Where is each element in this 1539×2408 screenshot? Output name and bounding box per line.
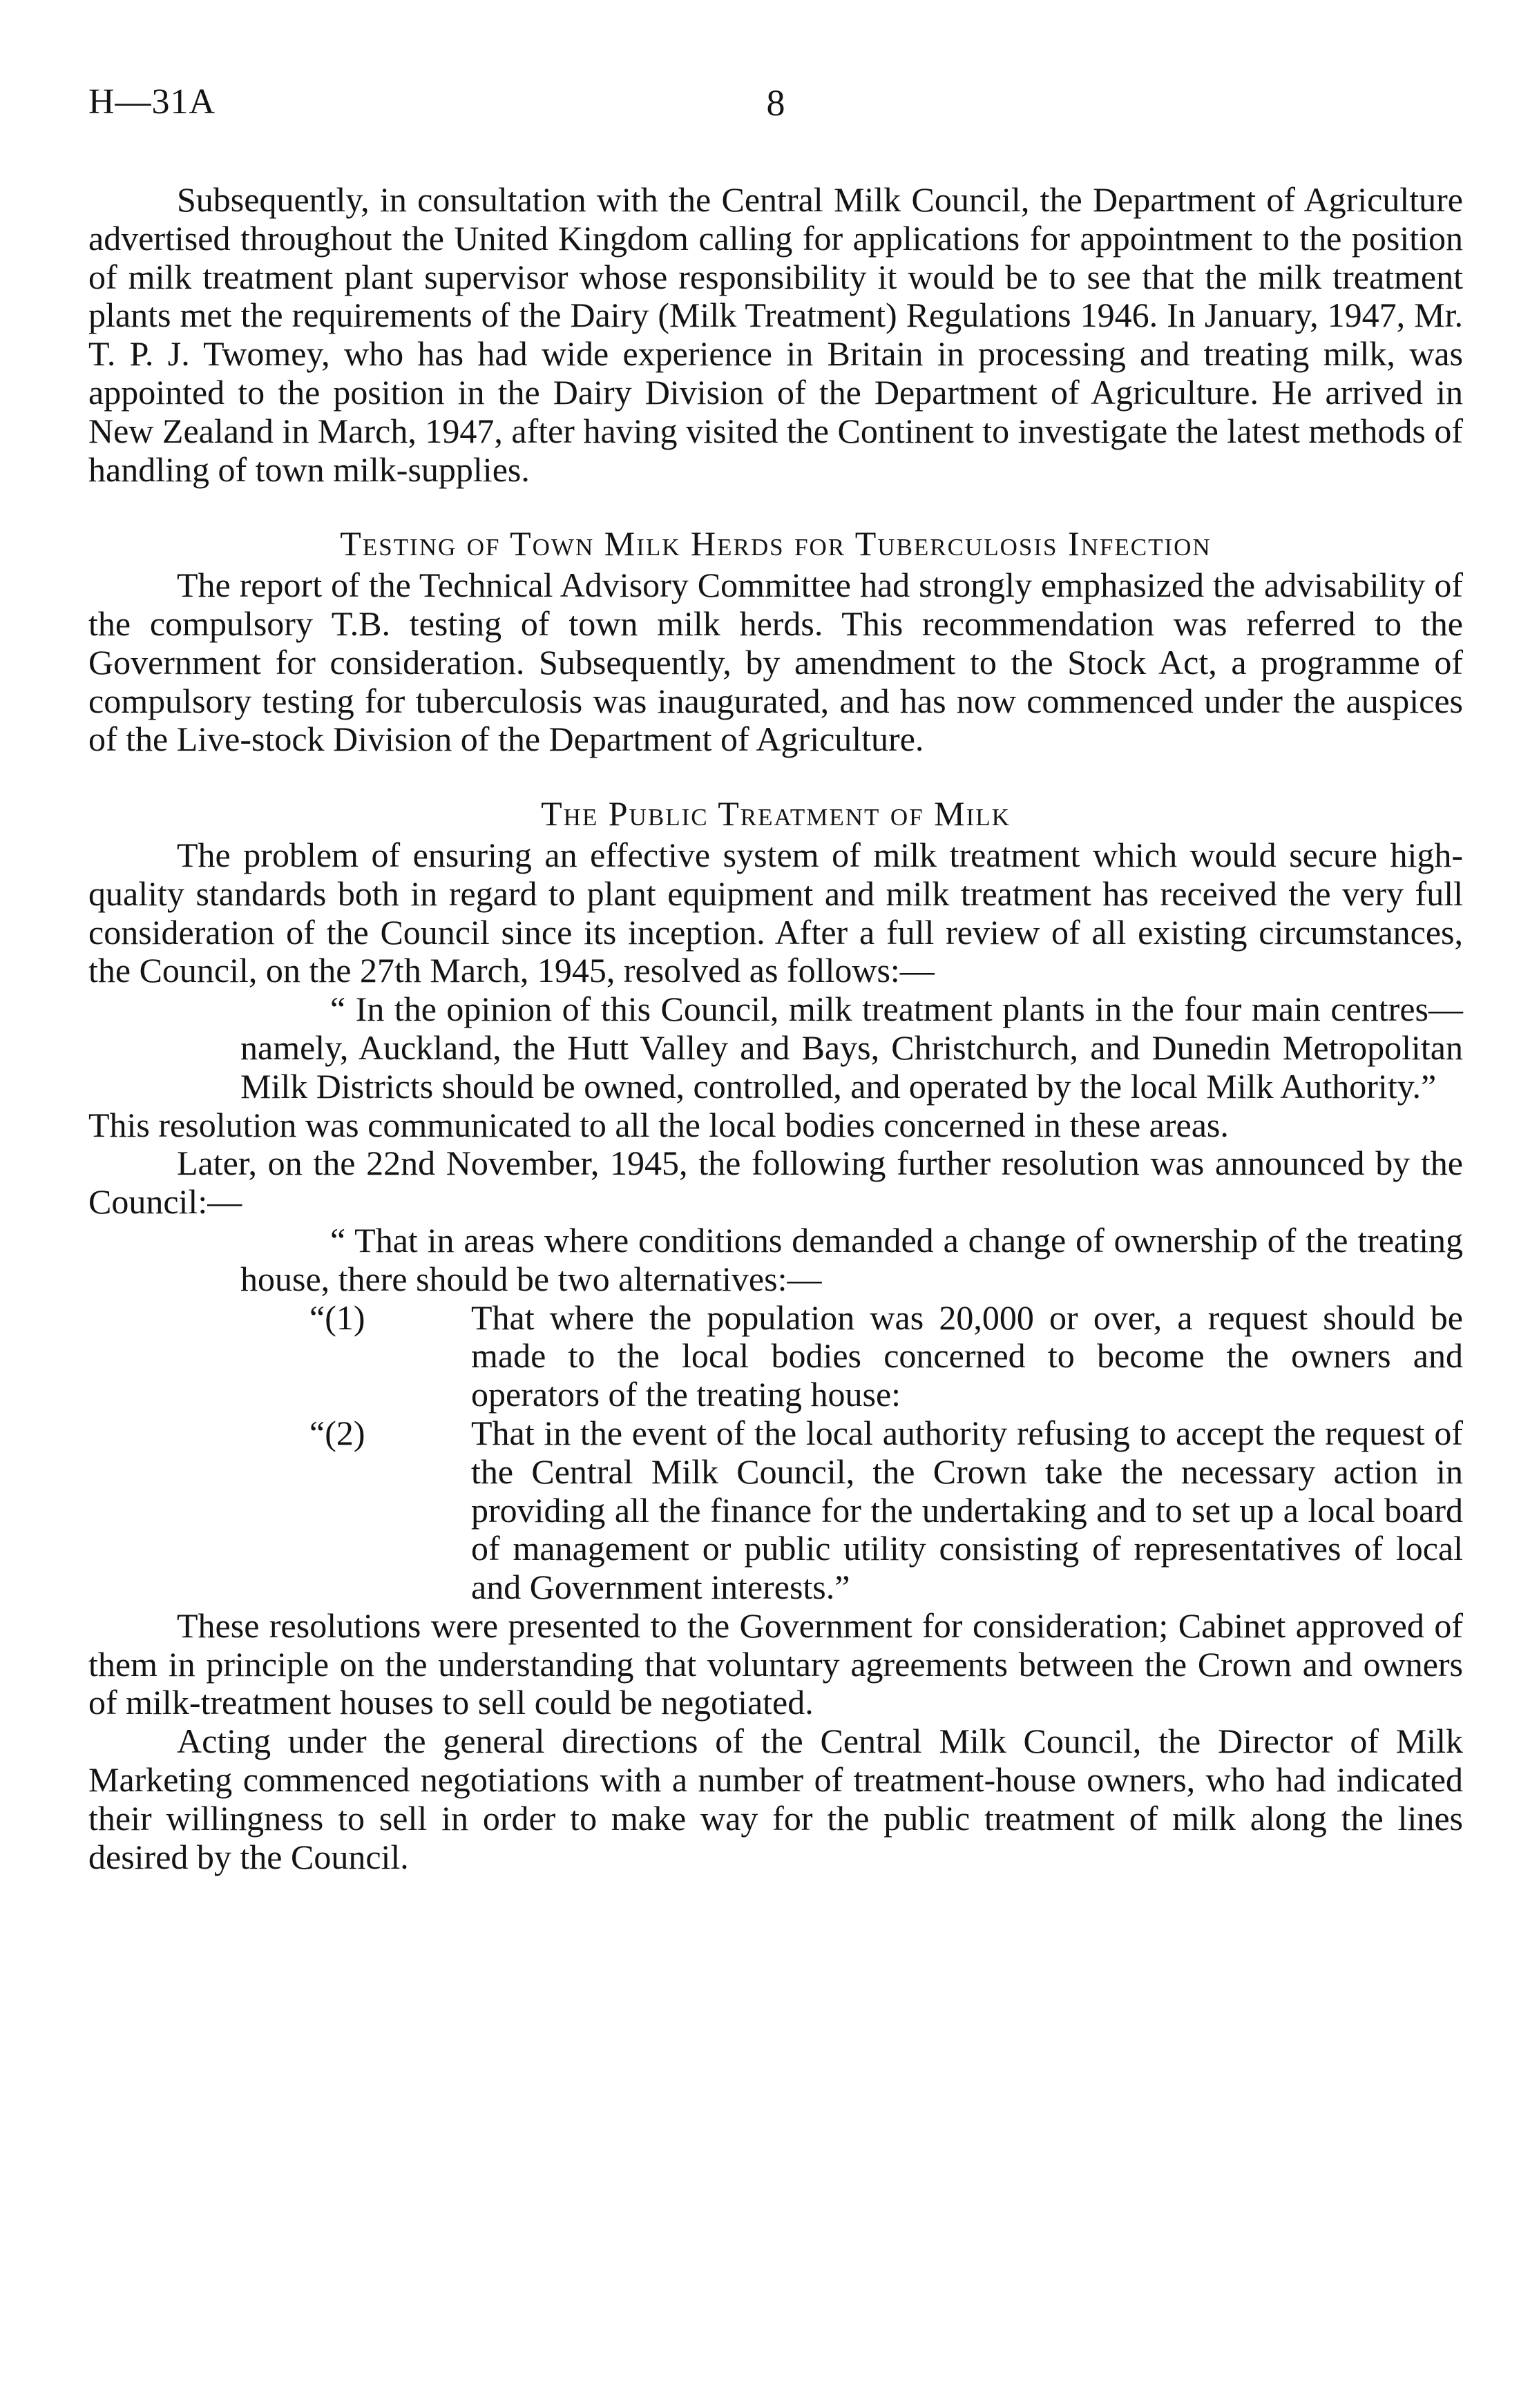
document-reference: H—31A <box>88 82 216 122</box>
paragraph-cabinet-approval: These resolutions were presented to the Government for consideration; Cabinet approved of them in principle on the understanding that voluntary agreements between the Crown and owners of milk-treatment houses to sell could be negotiated. <box>88 1606 1463 1722</box>
resolution-item-2 <box>88 1414 1463 1607</box>
resolution-item-1 <box>88 1299 1463 1414</box>
page-header <box>88 81 1463 137</box>
paragraph-further-resolution: Later, on the 22nd November, 1945, the following further resolution was announced by the Council:— <box>88 1144 1463 1222</box>
paragraph-problem-statement: The problem of ensuring an effective system of milk treatment which would secure high-quality standards both in regard to plant equipment and milk treatment has received the very full consideration of the Council since its inception. After a full review of all existing circumstances, the Council, on the 27th March, 1945, resolved as follows:— <box>88 835 1463 990</box>
document-body <box>88 181 1463 1876</box>
resolution-item-1-text: That where the population was 20,000 or over, a request should be made to the local bodies concerned to become the owners and operators of the treating house: <box>471 1298 1463 1414</box>
page-number: 8 <box>766 82 785 124</box>
paragraph-supervisor-appointment: Subsequently, in consultation with the Central Milk Council, the Department of Agriculture advertised throughout the United Kingdom calling for applications for appointment to the position of milk treatment plant supervisor whose responsibility it would be to see that the milk treatment plants met the requirements of the Dairy (Milk Treatment) Regulations 1946. In January, 1947, Mr. T. P. J. Twomey, who has had wide experience in Britain in processing and treating milk, was appointed to the position in the Dairy Division of the Department of Agriculture. He arrived in New Zealand in March, 1947, after having visited the Continent to investigate the latest methods of handling of town milk-supplies. <box>88 180 1463 489</box>
paragraph-tb-testing: The report of the Technical Advisory Committee had strongly emphasized the advisability of the compulsory T.B. testing of town milk herds. This recommendation was referred to the Government for consideration. Subsequently, by amendment to the Stock Act, a programme of compulsory testing for tuberculosis was inaugurated, and has now commenced under the auspices of the Live-stock Division of the Department of Agriculture. <box>88 566 1463 759</box>
resolution-item-2-text: That in the event of the local authority refusing to accept the request of the Central Milk Council, the Crown take the necessary action in providing all the finance for the undertaking and to set up a local board of management or public utility consisting of representatives of local and Government interests.” <box>471 1413 1463 1607</box>
paragraph-resolution-communicated: This resolution was communicated to all the local bodies concerned in these areas. <box>88 1105 1229 1144</box>
resolution-item-1-number: “(1) <box>309 1298 365 1337</box>
section-heading-tb-testing: Testing of Town Milk Herds for Tuberculosis Infection <box>340 524 1212 564</box>
section-heading-public-treatment: The Public Treatment of Milk <box>541 794 1011 834</box>
resolution-item-2-number: “(2) <box>309 1413 365 1452</box>
quoted-resolution-2: “ That in areas where conditions demanded a change of ownership of the treating house, there should be two alternatives:— <box>240 1220 1463 1298</box>
paragraph-negotiations: Acting under the general directions of the Central Milk Council, the Director of Milk Marketing commenced negotiations with a number of treatment-house owners, who had indicated their willingness to sell in order to make way for the public treatment of milk along the lines desired by the Council. <box>88 1722 1463 1876</box>
quoted-resolution-1: “ In the opinion of this Council, milk treatment plants in the four main centres—namely, Auckland, the Hutt Valley and Bays, Christchurch, and Dunedin Metropolitan Milk Districts should be owned, controlled, and operated by the local Milk Authority.” <box>240 990 1463 1106</box>
